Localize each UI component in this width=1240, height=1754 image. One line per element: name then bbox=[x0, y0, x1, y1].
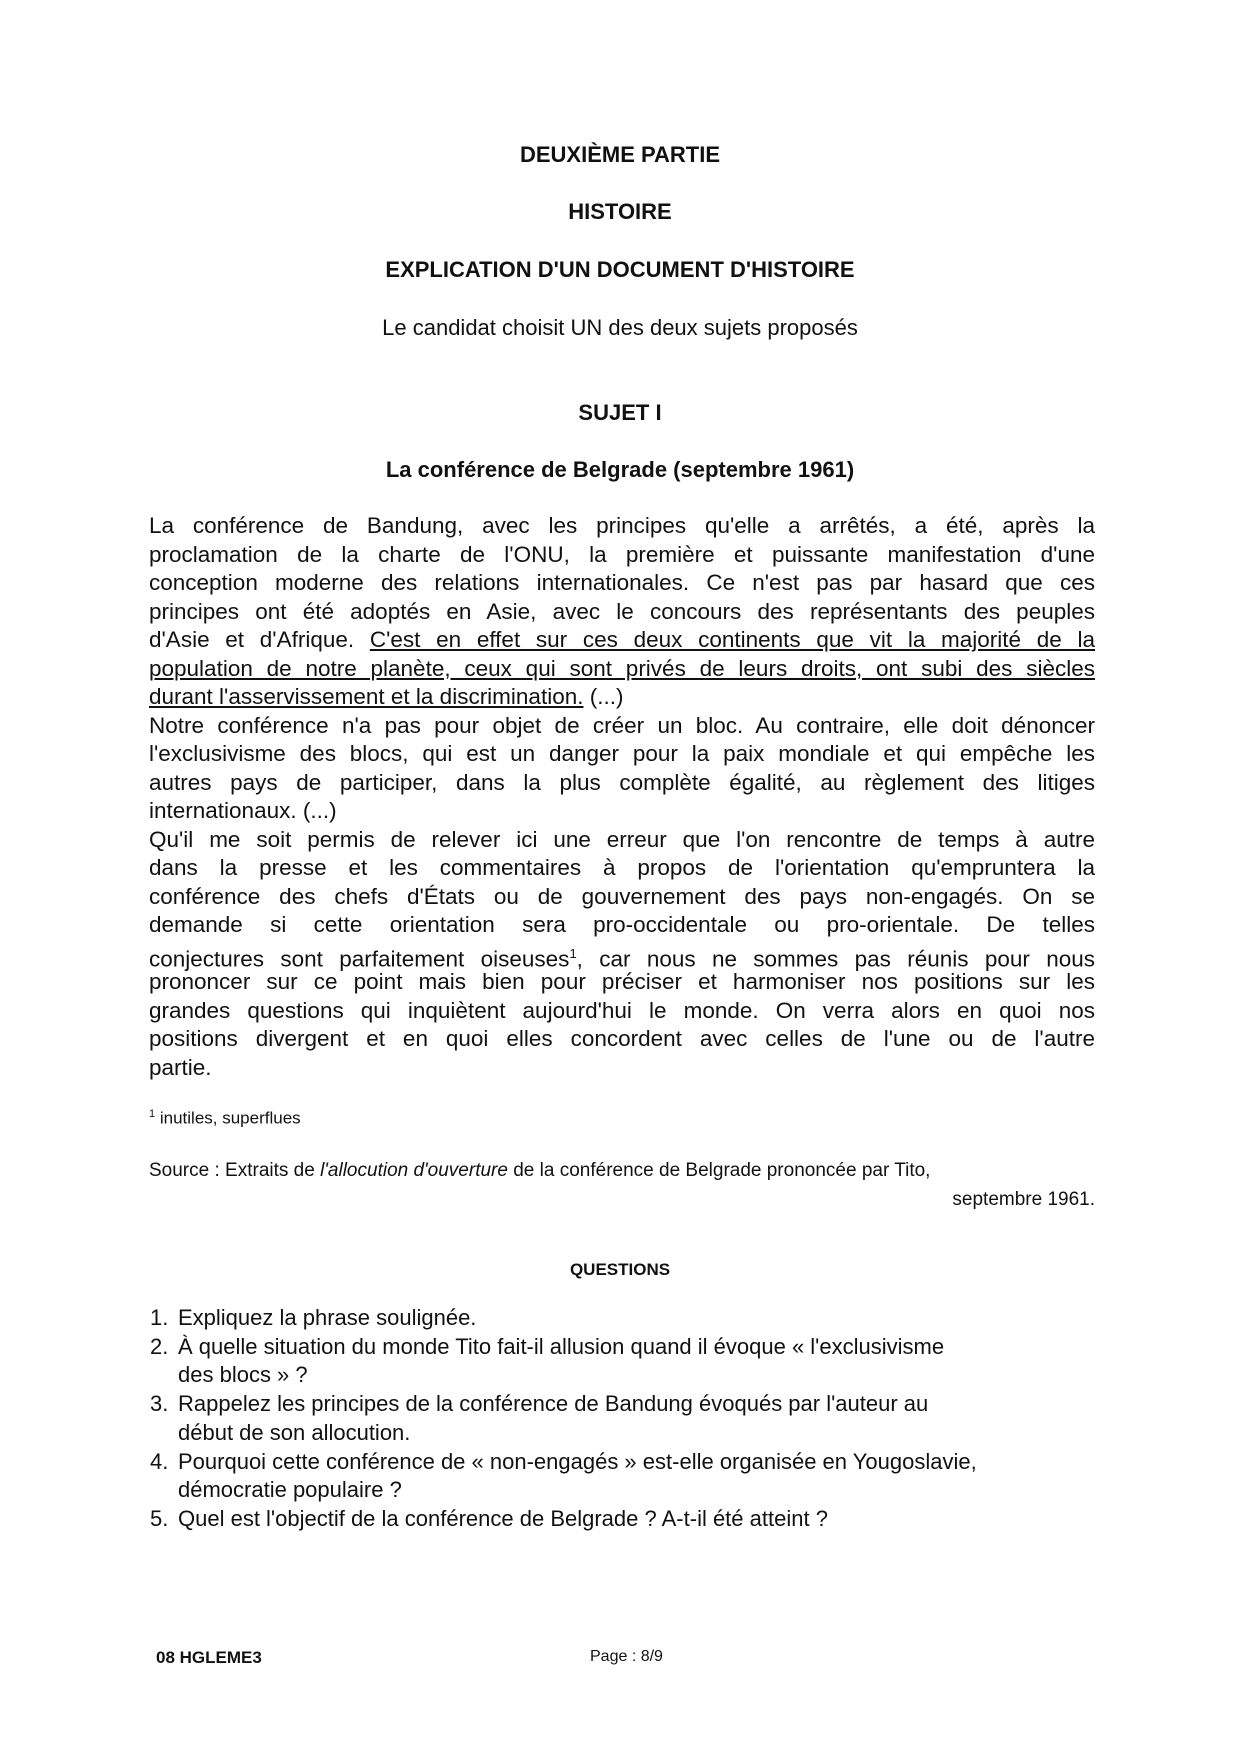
text-line bbox=[149, 911, 1095, 940]
text-line bbox=[149, 626, 1095, 655]
text-line bbox=[149, 769, 1095, 798]
question-text bbox=[178, 1333, 944, 1390]
instruction-text: Le candidat choisit UN des deux sujets proposés bbox=[382, 315, 858, 340]
text-segment: conception moderne des relations internationales. Ce n'est pas par hasard que ces bbox=[149, 570, 1095, 595]
footnote-ref: 1 bbox=[569, 945, 577, 961]
document-title: La conférence de Belgrade (septembre 1961) bbox=[385, 457, 855, 482]
subject-heading: HISTOIRE bbox=[568, 199, 672, 224]
text-segment: internationaux. (...) bbox=[149, 798, 337, 823]
underlined-text: durant l'asservissement et la discrimination. bbox=[149, 684, 584, 709]
text-segment: dans la presse et les commentaires à propos de l'orientation qu'empruntera la bbox=[149, 855, 1095, 880]
text-line bbox=[149, 968, 1095, 997]
source-prefix: Source : Extraits de bbox=[149, 1160, 321, 1181]
source-citation bbox=[149, 1156, 1095, 1214]
page-number: Page : 8/9 bbox=[590, 1648, 663, 1665]
exam-code: 08 HGLEME3 bbox=[156, 1648, 262, 1667]
part-heading: DEUXIÈME PARTIE bbox=[519, 142, 721, 167]
source-title: l'allocution d'ouverture bbox=[320, 1160, 508, 1181]
question-number: 1. bbox=[150, 1305, 169, 1330]
question-text bbox=[178, 1505, 828, 1534]
text-line bbox=[149, 797, 1095, 826]
question-item bbox=[150, 1390, 977, 1447]
text-line bbox=[149, 598, 1095, 627]
text-segment: (...) bbox=[583, 684, 624, 709]
underlined-text: C'est en effet sur ces deux continents que vit la majorité de la bbox=[369, 627, 1096, 652]
underlined-text: population de notre planète, ceux qui sont privés de leurs droits, ont subi des siècles bbox=[149, 655, 1095, 681]
text-segment: d'Asie et d'Afrique. bbox=[149, 627, 370, 652]
document-text bbox=[149, 512, 1095, 1082]
footnote-text: inutiles, superflues bbox=[159, 1108, 301, 1128]
text-line bbox=[149, 883, 1095, 912]
text-line bbox=[149, 1054, 1095, 1083]
text-line bbox=[149, 541, 1095, 570]
questions-heading: QUESTIONS bbox=[569, 1260, 671, 1279]
text-line bbox=[149, 826, 1095, 855]
question-line: Rappelez les principes de la conférence de Bandung évoqués par l'auteur au bbox=[178, 1391, 929, 1417]
question-line: Pourquoi cette conférence de « non-engagés » est-elle organisée en Yougoslavie, bbox=[178, 1448, 977, 1474]
text-segment: principes ont été adoptés en Asie, avec le concours des représentants des peuples bbox=[149, 598, 1095, 624]
text-line bbox=[149, 940, 1095, 969]
question-number: 5. bbox=[150, 1505, 169, 1531]
question-text bbox=[178, 1390, 928, 1447]
source-date: septembre 1961. bbox=[952, 1189, 1095, 1210]
text-line bbox=[149, 712, 1095, 741]
text-line bbox=[149, 569, 1095, 598]
question-line: Quel est l'objectif de la conférence de Belgrade ? A-t-il été atteint ? bbox=[178, 1505, 828, 1531]
question-line: démocratie populaire ? bbox=[178, 1477, 402, 1503]
question-line: début de son allocution. bbox=[178, 1419, 411, 1445]
sujet-heading: SUJET I bbox=[578, 400, 662, 425]
text-segment: , car nous ne sommes pas réunis pour nous bbox=[576, 946, 1095, 971]
question-number: 2. bbox=[150, 1333, 169, 1359]
source-suffix: de la conférence de Belgrade prononcée par Tito, bbox=[507, 1160, 931, 1181]
text-segment: Qu'il me soit permis de relever ici une erreur que l'on rencontre de temps à autre bbox=[149, 826, 1095, 852]
question-line: À quelle situation du monde Tito fait-il allusion quand il évoque « l'exclusivisme bbox=[178, 1333, 945, 1359]
question-number: 3. bbox=[150, 1391, 169, 1417]
question-line: Expliquez la phrase soulignée. bbox=[178, 1305, 477, 1330]
text-segment: La conférence de Bandung, avec les principes qu'elle a arrêtés, a été, après la bbox=[149, 513, 1095, 538]
text-segment: proclamation de la charte de l'ONU, la première et puissante manifestation d'une bbox=[149, 541, 1095, 567]
question-text bbox=[178, 1304, 476, 1333]
footnote-mark: 1 bbox=[149, 1108, 156, 1120]
text-segment: grandes questions qui inquiètent aujourd'hui le monde. On verra alors en quoi nos bbox=[149, 997, 1095, 1023]
text-segment: partie. bbox=[149, 1054, 212, 1080]
text-segment: conjectures sont parfaitement oiseuses bbox=[149, 946, 570, 971]
text-line bbox=[149, 854, 1095, 883]
text-line bbox=[149, 740, 1095, 769]
text-segment: conférence des chefs d'États ou de gouvernement des pays non-engagés. On se bbox=[149, 883, 1095, 909]
question-line: des blocs » ? bbox=[178, 1362, 308, 1388]
question-item bbox=[150, 1333, 977, 1390]
exercise-heading: EXPLICATION D'UN DOCUMENT D'HISTOIRE bbox=[385, 257, 855, 282]
question-item bbox=[150, 1304, 977, 1333]
question-item bbox=[150, 1448, 977, 1505]
text-line bbox=[149, 512, 1095, 541]
question-number: 4. bbox=[150, 1448, 169, 1474]
text-segment: positions divergent et en quoi elles concordent avec celles de l'une ou de l'autre bbox=[149, 1026, 1095, 1051]
text-line bbox=[149, 655, 1095, 684]
text-line bbox=[149, 683, 1095, 712]
text-segment: autres pays de participer, dans la plus complète égalité, au règlement des litiges bbox=[149, 769, 1095, 795]
text-segment: demande si cette orientation sera pro-occidentale ou pro-orientale. De telles bbox=[149, 912, 1095, 937]
text-segment: prononcer sur ce point mais bien pour préciser et harmoniser nos positions sur les bbox=[149, 969, 1095, 994]
questions-list bbox=[150, 1304, 977, 1534]
question-item bbox=[150, 1505, 977, 1534]
text-line bbox=[149, 997, 1095, 1026]
text-line bbox=[149, 1025, 1095, 1054]
question-text bbox=[178, 1448, 977, 1505]
footnote bbox=[149, 1108, 301, 1129]
text-segment: l'exclusivisme des blocs, qui est un danger pour la paix mondiale et qui empêche les bbox=[149, 741, 1095, 766]
text-segment: Notre conférence n'a pas pour objet de créer un bloc. Au contraire, elle doit dénoncer bbox=[149, 712, 1095, 738]
